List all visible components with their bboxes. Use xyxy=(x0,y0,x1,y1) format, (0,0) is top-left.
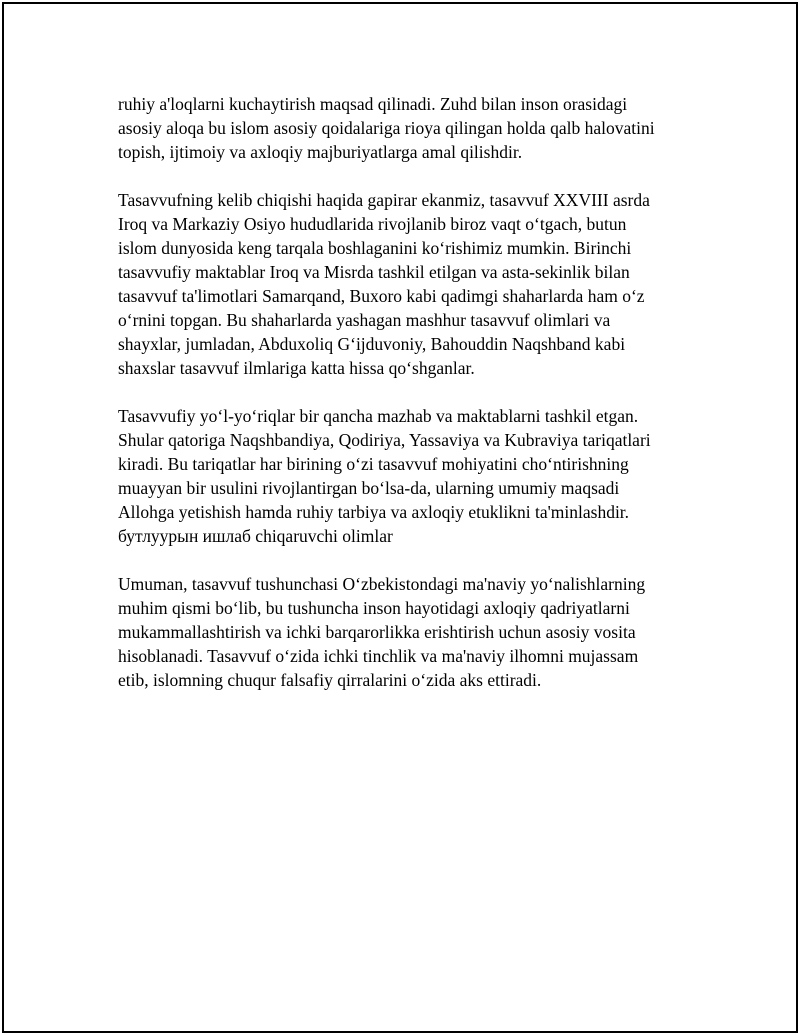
paragraph-tariqats: Tasavvufiy yoʻl-yoʻriqlar bir qancha mazhab va maktablarni tashkil etgan. Shular qatoriga Naqshbandiya, Qodiriya, Yassaviya va Kubraviya tariqatlari kiradi. Bu tariqatlar har birining oʻzi tasavvuf mohiyatini choʻntirishning muayyan bir usulini rivojlantirgan boʻlsa-da, ularning umumiy maqsadi Allohga yetishish hamda ruhiy tarbiya va axloqiy etuklikni ta'minlashdir. бутлуурын ишлаб chiqaruvchi olimlar xyxy=(118,406,651,546)
paragraph-conclusion: Umuman, tasavvuf tushunchasi Oʻzbekistondagi ma'naviy yoʻnalishlarning muhim qismi boʻlib, bu tushuncha inson hayotidagi axloqiy qadriyatlarni mukammallashtirish va ichki barqarorlikka erishtirish uchun asosiy vosita hisoblanadi. Tasavvuf oʻzida ichki tinchlik va ma'naviy ilhomni mujassam etib, islomning chuqur falsafiy qirralarini oʻzida aks ettiradi. xyxy=(118,574,646,690)
paragraph-origin: Tasavvufning kelib chiqishi haqida gapirar ekanmiz, tasavvuf XXVIII asrda Iroq va Markaziy Osiyo hududlarida rivojlanib biroz vaqt oʻtgach, butun islom dunyosida keng tarqala boshlaganini koʻrishimiz mumkin. Birinchi tasavvufiy maktablar Iroq va Misrda tashkil etilgan va asta-sekinlik bilan tasavvuf ta'limotlari Samarqand, Buxoro kabi qadimgi shaharlarda ham oʻz oʻrnini topgan. Bu shaharlarda yashagan mashhur tasavvuf olimlari va shayxlar, jumladan, Abduxoliq Gʻijduvoniy, Bahouddin Naqshband kabi shaxslar tasavvuf ilmlariga katta hissa qoʻshganlar. xyxy=(118,190,650,378)
paragraph-zuhd: ruhiy a'loqlarni kuchaytirish maqsad qilinadi. Zuhd bilan inson orasidagi asosiy aloqa bu islom asosiy qoidalariga rioya qilingan holda qalb halovatini topish, ijtimoiy va axloqiy majburiyatlarga amal qilishdir. xyxy=(118,94,655,162)
document-body xyxy=(118,92,703,716)
